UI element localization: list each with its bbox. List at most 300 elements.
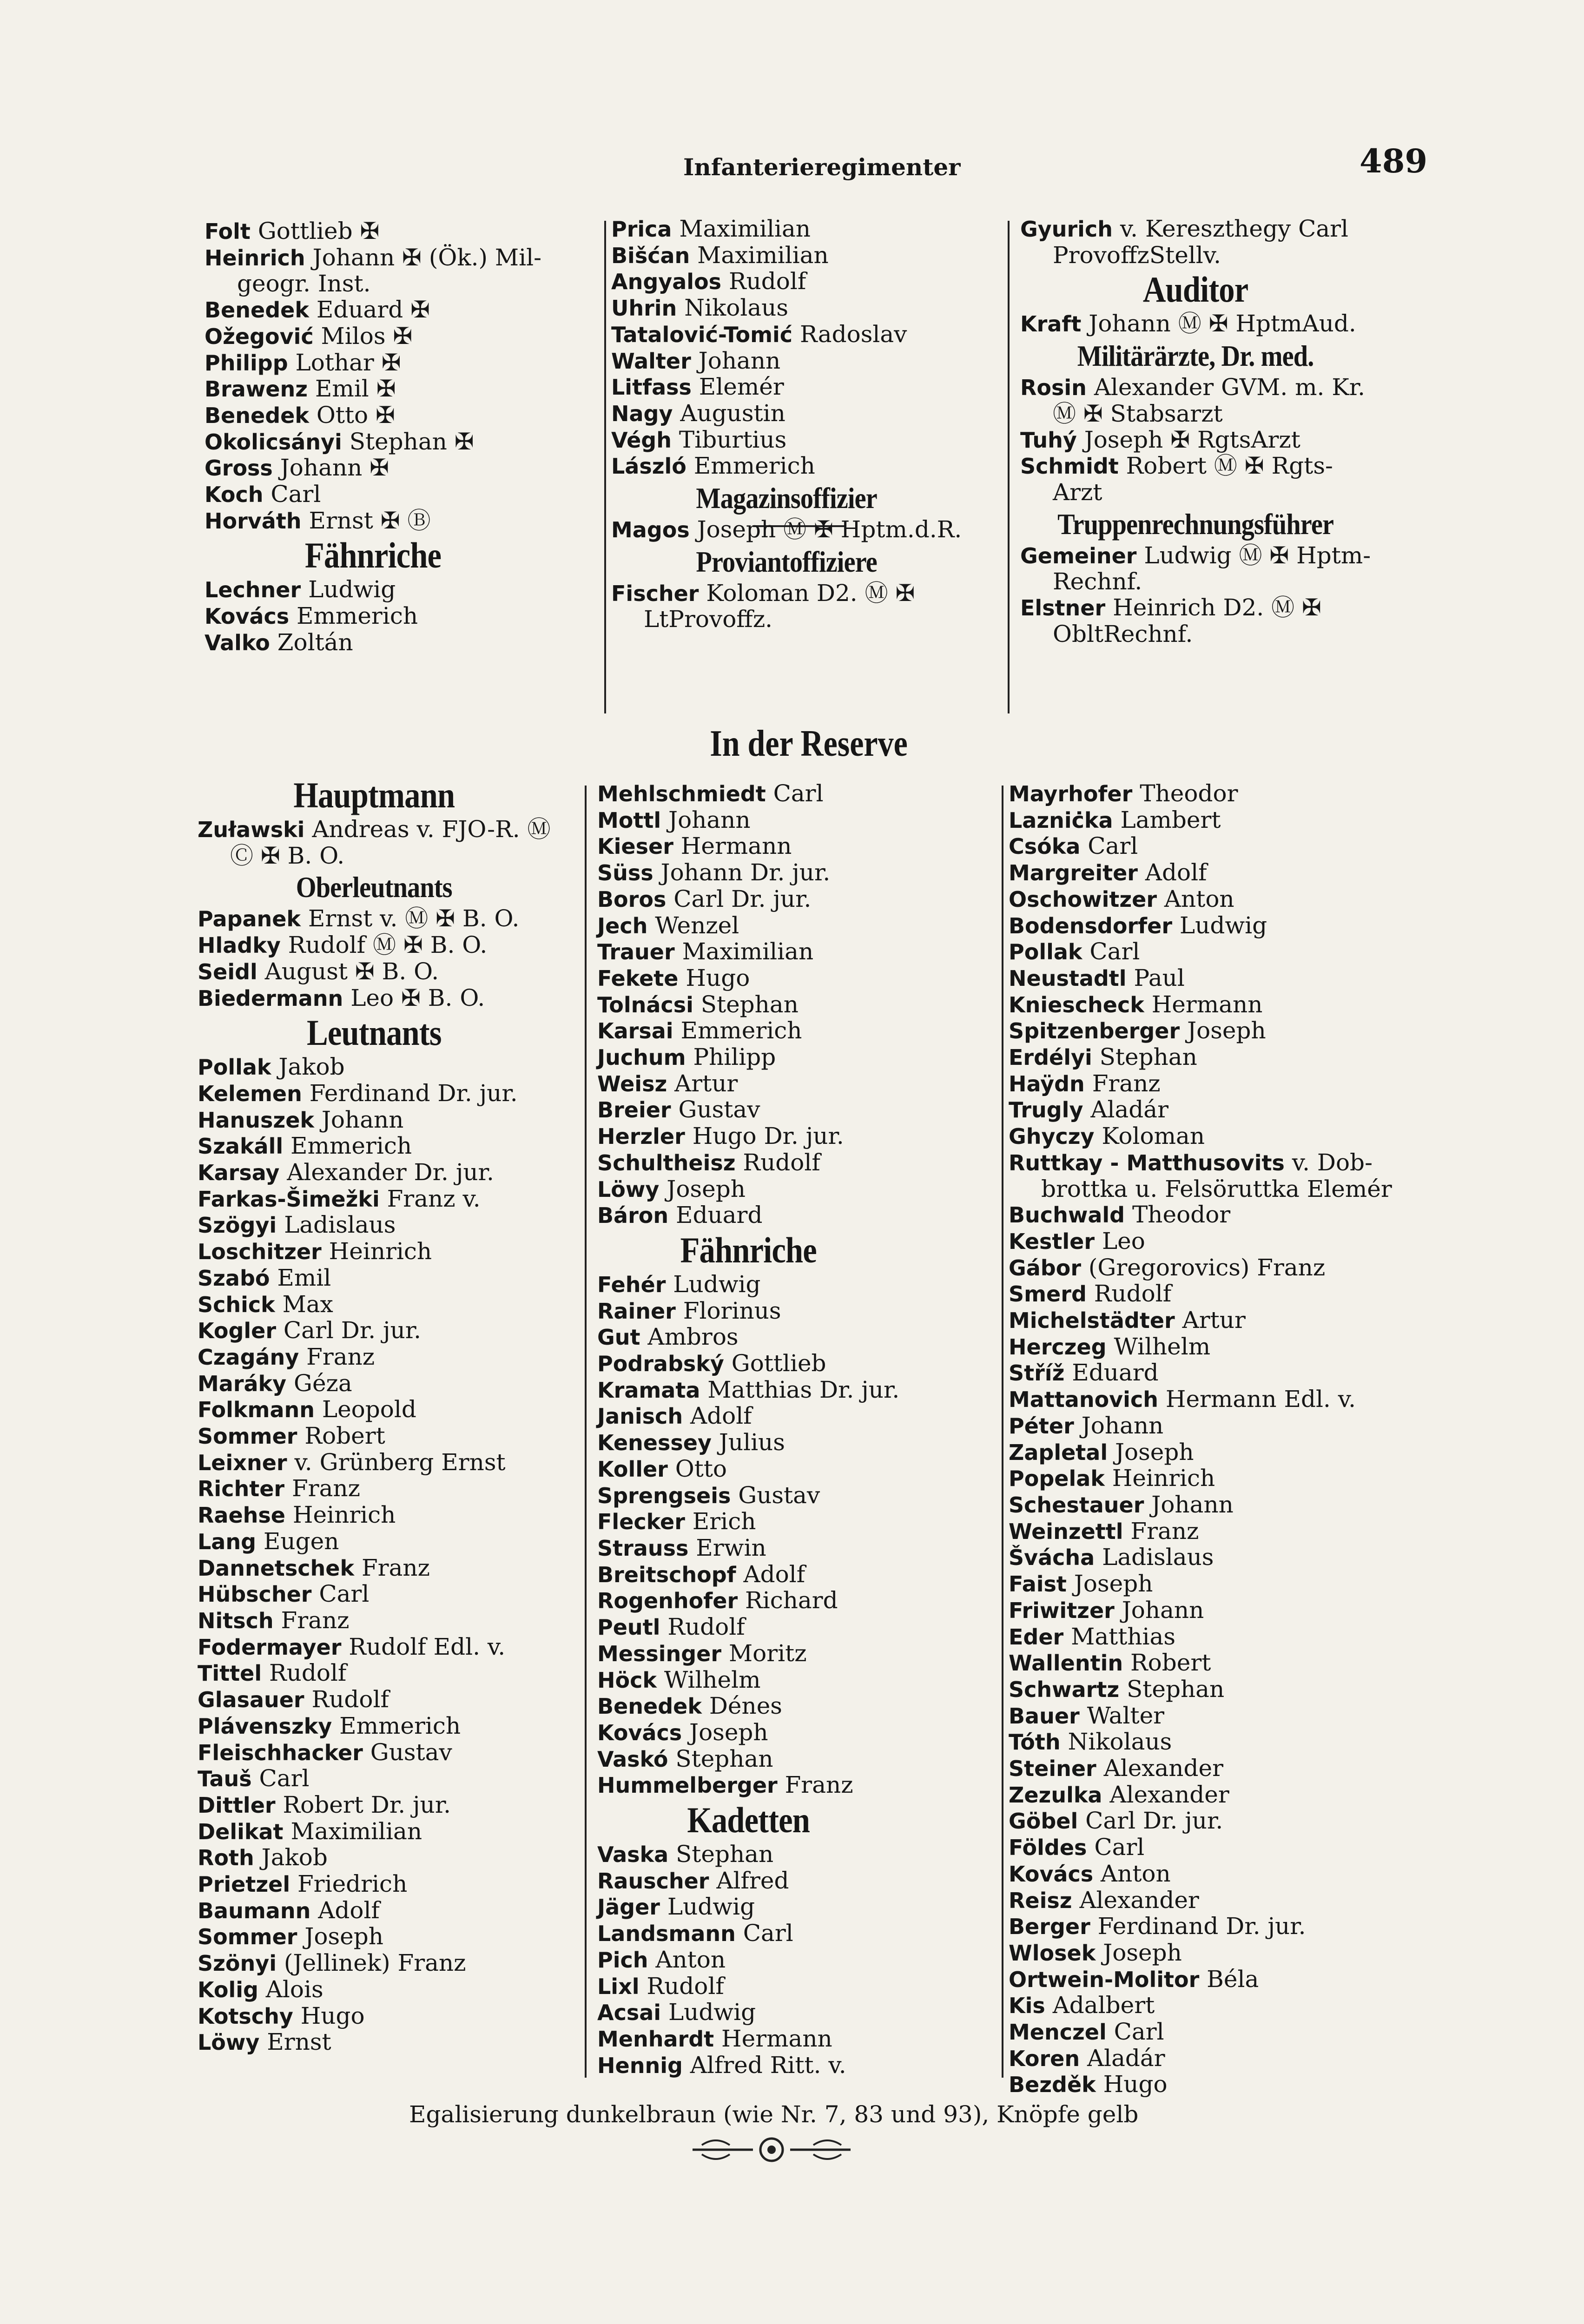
roster-entry bbox=[597, 2053, 899, 2079]
roster-entry bbox=[1009, 1334, 1392, 1360]
roster-entry bbox=[597, 1324, 899, 1351]
surname: Dittler bbox=[198, 1792, 276, 1818]
roster-entry bbox=[597, 886, 899, 913]
roster-entry bbox=[198, 1054, 551, 1081]
surname: Hanuszek bbox=[198, 1107, 314, 1133]
given-name-details: Milos ✠ bbox=[313, 322, 413, 350]
column-3-top bbox=[1020, 216, 1371, 647]
surname: Kniescheck bbox=[1009, 992, 1144, 1017]
roster-entry bbox=[597, 1018, 899, 1044]
roster-entry bbox=[205, 350, 541, 376]
given-name-details: Heinrich bbox=[321, 1238, 432, 1265]
given-name-details: Theodor bbox=[1125, 1201, 1231, 1228]
surname: Farkas-Šimežki bbox=[198, 1186, 380, 1212]
surname: Göbel bbox=[1009, 1809, 1078, 1834]
roster-entry bbox=[611, 374, 962, 401]
surname: Nitsch bbox=[198, 1608, 274, 1633]
roster-entry bbox=[1009, 1650, 1392, 1677]
roster-entry bbox=[1009, 1413, 1392, 1439]
given-name-details: Rudolf bbox=[660, 1613, 745, 1641]
surname: Fehér bbox=[597, 1272, 666, 1297]
given-name-details: Ⓜ ✠ Stabsarzt bbox=[1053, 400, 1223, 427]
roster-entry bbox=[597, 1150, 899, 1176]
surname: Sommer bbox=[198, 1424, 297, 1449]
roster-entry bbox=[198, 1186, 551, 1213]
given-name-details: Alexander GVM. m. Kr. bbox=[1086, 374, 1365, 401]
given-name-details: Joseph bbox=[1180, 1017, 1266, 1044]
surname: Trugly bbox=[1009, 1097, 1083, 1123]
roster-entry bbox=[205, 603, 541, 630]
given-name-details: Ferdinand Dr. jur. bbox=[1090, 1913, 1306, 1940]
given-name-details: Johann bbox=[1144, 1491, 1234, 1518]
surname: Karsay bbox=[198, 1160, 280, 1186]
surname: Koller bbox=[597, 1456, 668, 1482]
roster-entry bbox=[198, 959, 551, 985]
roster-entry bbox=[198, 1239, 551, 1265]
given-name-details: Carl Dr. jur. bbox=[666, 885, 812, 912]
roster-entry bbox=[198, 1265, 551, 1292]
given-name-details: Carl bbox=[263, 481, 321, 508]
surname: Seidl bbox=[198, 959, 257, 984]
roster-entry bbox=[205, 218, 541, 245]
given-name-details: Aladár bbox=[1083, 1096, 1168, 1123]
surname: Kraft bbox=[1020, 311, 1082, 337]
surname: Kenessey bbox=[597, 1430, 712, 1456]
surname: Zuławski bbox=[198, 817, 305, 842]
given-name-details: Géza bbox=[286, 1369, 352, 1397]
surname: Bišćan bbox=[611, 243, 690, 268]
surname: Ožegović bbox=[205, 324, 314, 349]
roster-entry bbox=[198, 1476, 551, 1502]
surname: Strauss bbox=[597, 1535, 689, 1561]
surname: Schestauer bbox=[1009, 1492, 1144, 1518]
given-name-details: Anton bbox=[1093, 1860, 1171, 1887]
surname: Kramata bbox=[597, 1377, 700, 1403]
given-name-details: Alois bbox=[258, 1975, 323, 2003]
roster-entry bbox=[205, 271, 541, 297]
given-name-details: Gottlieb bbox=[724, 1350, 826, 1377]
given-name-details: Lothar ✠ bbox=[288, 349, 401, 376]
surname: Szabó bbox=[198, 1265, 270, 1291]
roster-entry bbox=[611, 517, 962, 543]
surname: Walter bbox=[611, 348, 691, 374]
given-name-details: Alfred bbox=[709, 1867, 789, 1894]
given-name-details: Ernst v. Ⓜ ✠ B. O. bbox=[301, 905, 520, 932]
roster-entry bbox=[1009, 1519, 1392, 1545]
surname: Herczeg bbox=[1009, 1334, 1107, 1360]
section-heading: Hauptmann bbox=[293, 775, 455, 815]
given-name-details: Artur bbox=[1175, 1307, 1246, 1334]
surname: Margreiter bbox=[1009, 860, 1138, 886]
given-name-details: LtProvoffz. bbox=[644, 606, 773, 633]
roster-entry bbox=[597, 1614, 899, 1641]
given-name-details: Anton bbox=[1157, 885, 1234, 912]
roster-entry bbox=[198, 1713, 551, 1740]
given-name-details: Alexander bbox=[1096, 1755, 1224, 1782]
roster-entry bbox=[1009, 1202, 1392, 1228]
surname: Földes bbox=[1009, 1835, 1087, 1861]
roster-entry bbox=[597, 1641, 899, 1667]
roster-entry bbox=[198, 1502, 551, 1529]
roster-entry bbox=[198, 1740, 551, 1766]
surname: Schultheisz bbox=[597, 1150, 736, 1175]
given-name-details: Alexander bbox=[1102, 1781, 1229, 1808]
column-rule-bottom-2 bbox=[1002, 786, 1003, 2078]
surname: Michelstädter bbox=[1009, 1308, 1175, 1334]
given-name-details: Maximilian bbox=[283, 1817, 422, 1845]
roster-entry bbox=[1009, 1782, 1392, 1809]
given-name-details: Dénes bbox=[701, 1692, 782, 1720]
surname: Reisz bbox=[1009, 1888, 1072, 1913]
roster-entry bbox=[1009, 965, 1392, 992]
given-name-details: Ludwig bbox=[666, 1270, 761, 1298]
surname: Brawenz bbox=[205, 376, 308, 402]
given-name-details: Alfred Ritt. v. bbox=[682, 2051, 846, 2079]
given-name-details: Richard bbox=[738, 1587, 838, 1614]
surname: Kovács bbox=[205, 604, 290, 629]
surname: Smerd bbox=[1009, 1281, 1087, 1307]
surname: Nagy bbox=[611, 401, 673, 426]
given-name-details: v. Dob- bbox=[1284, 1149, 1373, 1176]
given-name-details: Johann bbox=[1114, 1596, 1204, 1624]
roster-entry bbox=[1009, 913, 1392, 939]
surname: Hübscher bbox=[198, 1582, 312, 1607]
roster-entry bbox=[1020, 243, 1371, 269]
surname: Pollak bbox=[1009, 939, 1082, 965]
given-name-details: ProvoffzStellv. bbox=[1053, 241, 1221, 269]
roster-entry bbox=[1009, 1914, 1392, 1940]
column-1-top bbox=[205, 218, 541, 656]
surname: Rauscher bbox=[597, 1868, 709, 1894]
roster-entry bbox=[198, 1318, 551, 1344]
roster-entry bbox=[1009, 1307, 1392, 1334]
given-name-details: Eduard ✠ bbox=[309, 296, 430, 324]
given-name-details: (Jellinek) Franz bbox=[277, 1949, 466, 1977]
given-name-details: Gottlieb ✠ bbox=[250, 218, 380, 244]
given-name-details: Jakob bbox=[254, 1844, 328, 1871]
roster-entry bbox=[1009, 1123, 1392, 1150]
column-2-bottom bbox=[597, 781, 899, 2079]
roster-entry bbox=[198, 1581, 551, 1608]
given-name-details: Emmerich bbox=[686, 452, 815, 480]
surname: Buchwald bbox=[1009, 1202, 1125, 1228]
roster-entry bbox=[198, 1687, 551, 1713]
given-name-details: Koloman D2. Ⓜ ✠ bbox=[699, 579, 915, 607]
roster-entry bbox=[597, 860, 899, 886]
given-name-details: Ladislaus bbox=[1095, 1544, 1214, 1571]
roster-entry bbox=[611, 453, 962, 480]
given-name-details: Matthias bbox=[1063, 1623, 1175, 1650]
surname: Benedek bbox=[205, 403, 309, 428]
roster-entry bbox=[597, 1097, 899, 1123]
given-name-details: Erich bbox=[685, 1508, 756, 1535]
given-name-details: Stephan bbox=[1119, 1675, 1225, 1703]
given-name-details: Augustin bbox=[673, 399, 785, 427]
section-heading: Proviantoffiziere bbox=[696, 545, 877, 578]
roster-entry bbox=[597, 1842, 899, 1868]
given-name-details: Franz bbox=[777, 1771, 853, 1799]
roster-entry bbox=[1009, 807, 1392, 834]
roster-entry bbox=[198, 2003, 551, 2030]
surname: Schwartz bbox=[1009, 1677, 1120, 1702]
roster-entry bbox=[1009, 2019, 1392, 2046]
given-name-details: Hugo bbox=[1096, 2071, 1168, 2098]
surname: Szönyi bbox=[198, 1951, 277, 1976]
given-name-details: Carl bbox=[1106, 2018, 1164, 2046]
roster-entry bbox=[1009, 1545, 1392, 1571]
given-name-details: Carl bbox=[1087, 1834, 1145, 1861]
surname: Bezděk bbox=[1009, 2072, 1096, 2098]
roster-entry bbox=[1020, 375, 1371, 401]
surname: Biedermann bbox=[198, 985, 343, 1011]
roster-entry bbox=[1009, 1097, 1392, 1123]
surname: Rainer bbox=[597, 1298, 676, 1324]
surname: Tauš bbox=[198, 1766, 252, 1792]
roster-entry bbox=[205, 429, 541, 456]
roster-entry bbox=[1009, 1071, 1392, 1097]
roster-entry bbox=[597, 1947, 899, 1974]
surname: Wallentin bbox=[1009, 1651, 1123, 1676]
surname: Elstner bbox=[1020, 595, 1106, 621]
surname: Fleischhacker bbox=[198, 1740, 363, 1765]
roster-entry bbox=[198, 1898, 551, 1924]
given-name-details: Franz bbox=[1084, 1070, 1161, 1097]
surname: Podrabský bbox=[597, 1351, 724, 1377]
roster-entry bbox=[198, 1950, 551, 1977]
surname: Pollak bbox=[198, 1055, 271, 1080]
surname: Faist bbox=[1009, 1571, 1067, 1597]
surname: Loschitzer bbox=[198, 1239, 322, 1265]
roster-entry bbox=[1009, 1888, 1392, 1914]
roster-entry bbox=[205, 245, 541, 271]
given-name-details: Otto ✠ bbox=[309, 401, 395, 429]
column-rule-top-1 bbox=[604, 221, 606, 713]
surname: Kestler bbox=[1009, 1228, 1095, 1254]
given-name-details: Johann bbox=[691, 347, 781, 374]
roster-entry bbox=[1009, 860, 1392, 886]
roster-entry bbox=[1020, 569, 1371, 595]
given-name-details: Johann bbox=[1074, 1412, 1164, 1439]
roster-entry bbox=[198, 1871, 551, 1898]
surname: Vaska bbox=[597, 1842, 669, 1868]
given-name-details: Robert Ⓜ ✠ Rgts- bbox=[1118, 452, 1333, 480]
given-name-details: Lambert bbox=[1113, 806, 1221, 833]
given-name-details: Carl bbox=[251, 1765, 310, 1792]
roster-entry bbox=[1020, 595, 1371, 621]
surname: Karsai bbox=[597, 1018, 673, 1044]
given-name-details: Paul bbox=[1126, 964, 1185, 991]
surname: Löwy bbox=[198, 2030, 260, 2055]
roster-entry bbox=[205, 630, 541, 656]
given-name-details: Matthias Dr. jur. bbox=[700, 1376, 900, 1403]
section-heading: Militärärzte, Dr. med. bbox=[1077, 339, 1314, 373]
roster-entry bbox=[1009, 833, 1392, 860]
surname: Hladky bbox=[198, 933, 281, 958]
surname: Szögyi bbox=[198, 1213, 277, 1238]
surname: Flecker bbox=[597, 1509, 685, 1535]
surname: Zapletal bbox=[1009, 1439, 1108, 1465]
roster-entry bbox=[611, 401, 962, 427]
surname: Pich bbox=[597, 1947, 648, 1973]
given-name-details: Rudolf bbox=[721, 268, 806, 295]
given-name-details: Rudolf bbox=[1086, 1280, 1172, 1307]
roster-entry bbox=[1009, 1861, 1392, 1888]
surname: Gross bbox=[205, 456, 273, 481]
roster-entry bbox=[1009, 1255, 1392, 1281]
surname: Fischer bbox=[611, 581, 699, 606]
roster-entry bbox=[611, 243, 962, 269]
given-name-details: Alexander Dr. jur. bbox=[279, 1159, 494, 1186]
given-name-details: Maximilian bbox=[672, 215, 811, 242]
given-name-details: Stephan bbox=[668, 1841, 774, 1868]
footer-note: Egalisierung dunkelbraun (wie Nr. 7, 83 und 93), Knöpfe gelb bbox=[409, 2101, 1139, 2128]
given-name-details: Eugen bbox=[256, 1527, 339, 1555]
given-name-details: Stephan ✠ bbox=[342, 428, 474, 455]
surname: Herzler bbox=[597, 1124, 685, 1149]
column-3-bottom bbox=[1009, 781, 1392, 2098]
roster-entry bbox=[198, 1397, 551, 1423]
surname: Landsmann bbox=[597, 1921, 736, 1947]
given-name-details: Hermann bbox=[673, 832, 792, 860]
roster-entry bbox=[198, 817, 551, 843]
surname: Höck bbox=[597, 1667, 657, 1693]
surname: Janisch bbox=[597, 1404, 683, 1429]
roster-entry bbox=[597, 1044, 899, 1071]
given-name-details: Gustav bbox=[731, 1481, 820, 1509]
roster-entry bbox=[1020, 216, 1371, 243]
surname: Okolicsányi bbox=[205, 429, 342, 455]
roster-entry bbox=[597, 1298, 899, 1325]
roster-entry bbox=[597, 1667, 899, 1694]
roster-entry bbox=[205, 403, 541, 429]
given-name-details: Elemér bbox=[691, 373, 784, 401]
given-name-details: Carl Dr. jur. bbox=[1078, 1807, 1223, 1835]
given-name-details: Carl bbox=[311, 1580, 370, 1608]
roster-entry bbox=[198, 1160, 551, 1186]
given-name-details: Otto bbox=[667, 1455, 727, 1482]
given-name-details: Carl bbox=[1082, 938, 1140, 965]
column-2-top bbox=[611, 216, 962, 633]
surname: Gyurich bbox=[1020, 217, 1113, 242]
given-name-details: Hugo Dr. jur. bbox=[685, 1122, 844, 1150]
section-heading: Auditor bbox=[1142, 269, 1248, 310]
section-heading: Kadetten bbox=[687, 1800, 810, 1841]
given-name-details: Joseph ✠ RgtsArzt bbox=[1076, 426, 1300, 453]
roster-entry bbox=[611, 348, 962, 375]
roster-entry bbox=[1009, 1018, 1392, 1044]
roster-entry bbox=[198, 1423, 551, 1450]
surname: Angyalos bbox=[611, 269, 722, 295]
running-header: Infanterieregimenter bbox=[683, 153, 961, 181]
roster-entry bbox=[198, 1634, 551, 1661]
given-name-details: Hermann Edl. v. bbox=[1158, 1386, 1356, 1413]
surname: Peutl bbox=[597, 1615, 660, 1640]
given-name-details: Joseph bbox=[1108, 1438, 1194, 1466]
roster-entry bbox=[1009, 1386, 1392, 1413]
roster-entry bbox=[198, 1792, 551, 1819]
roster-entry bbox=[205, 508, 541, 535]
given-name-details: ObltRechnf. bbox=[1053, 620, 1193, 647]
given-name-details: Franz v. bbox=[379, 1185, 481, 1212]
given-name-details: Maximilian bbox=[690, 241, 829, 269]
surname: Schick bbox=[198, 1292, 275, 1317]
given-name-details: Robert Dr. jur. bbox=[275, 1791, 451, 1818]
surname: Vaskó bbox=[597, 1746, 668, 1772]
surname: Weisz bbox=[597, 1071, 667, 1096]
surname: Weinzettl bbox=[1009, 1519, 1123, 1544]
roster-entry bbox=[1020, 427, 1371, 454]
given-name-details: Heinrich bbox=[1104, 1465, 1215, 1492]
given-name-details: Wilhelm bbox=[656, 1666, 761, 1693]
given-name-details: Franz bbox=[284, 1475, 360, 1502]
given-name-details: Franz bbox=[299, 1343, 375, 1370]
reserve-heading: In der Reserve bbox=[710, 723, 908, 764]
surname: Kelemen bbox=[198, 1081, 302, 1106]
surname: Roth bbox=[198, 1845, 254, 1871]
roster-entry bbox=[205, 455, 541, 482]
roster-entry bbox=[1009, 2046, 1392, 2072]
given-name-details: brottka u. Felsöruttka Elemér bbox=[1041, 1175, 1392, 1202]
roster-entry bbox=[198, 985, 551, 1012]
roster-entry bbox=[205, 482, 541, 508]
surname: Sommer bbox=[198, 1924, 297, 1950]
surname: Sprengseis bbox=[597, 1483, 731, 1508]
surname: Benedek bbox=[205, 297, 309, 323]
surname: Švácha bbox=[1009, 1545, 1095, 1571]
roster-entry bbox=[611, 427, 962, 454]
given-name-details: Leopold bbox=[315, 1396, 416, 1423]
roster-entry bbox=[597, 1535, 899, 1562]
given-name-details: geogr. Inst. bbox=[237, 270, 371, 297]
column-1-bottom bbox=[198, 774, 551, 2056]
given-name-details: Nikolaus bbox=[677, 294, 789, 322]
roster-entry bbox=[597, 1123, 899, 1150]
surname: Messinger bbox=[597, 1641, 722, 1666]
roster-entry bbox=[1020, 401, 1371, 427]
surname: Bodensdorfer bbox=[1009, 913, 1173, 938]
given-name-details: Walter bbox=[1079, 1702, 1165, 1729]
surname: Juchum bbox=[597, 1045, 686, 1070]
page-number: 489 bbox=[1360, 142, 1428, 180]
given-name-details: Emil bbox=[270, 1264, 331, 1291]
surname: Jech bbox=[597, 913, 648, 938]
surname: Lang bbox=[198, 1529, 257, 1554]
roster-entry bbox=[198, 1529, 551, 1555]
given-name-details: Joseph bbox=[659, 1175, 746, 1202]
given-name-details: Adolf bbox=[310, 1896, 380, 1924]
roster-entry bbox=[1009, 1598, 1392, 1624]
roster-entry bbox=[597, 1176, 899, 1203]
roster-entry bbox=[597, 1562, 899, 1588]
surname: Popelak bbox=[1009, 1466, 1105, 1492]
surname: Menczel bbox=[1009, 2020, 1107, 2045]
roster-entry bbox=[198, 1924, 551, 1950]
given-name-details: Joseph bbox=[1066, 1570, 1153, 1598]
roster-entry bbox=[1009, 939, 1392, 965]
roster-entry bbox=[597, 1588, 899, 1614]
surname: Folt bbox=[205, 219, 251, 244]
roster-entry bbox=[198, 1371, 551, 1397]
roster-entry bbox=[1020, 543, 1371, 569]
roster-entry bbox=[1020, 480, 1371, 506]
section-heading: Oberleutnants bbox=[296, 871, 452, 904]
surname: Hummelberger bbox=[597, 1773, 778, 1798]
roster-entry bbox=[1009, 1228, 1392, 1255]
roster-entry bbox=[597, 2026, 899, 2053]
roster-entry bbox=[1009, 1439, 1392, 1466]
roster-entry bbox=[611, 269, 962, 295]
surname: Tolnácsi bbox=[597, 992, 693, 1017]
